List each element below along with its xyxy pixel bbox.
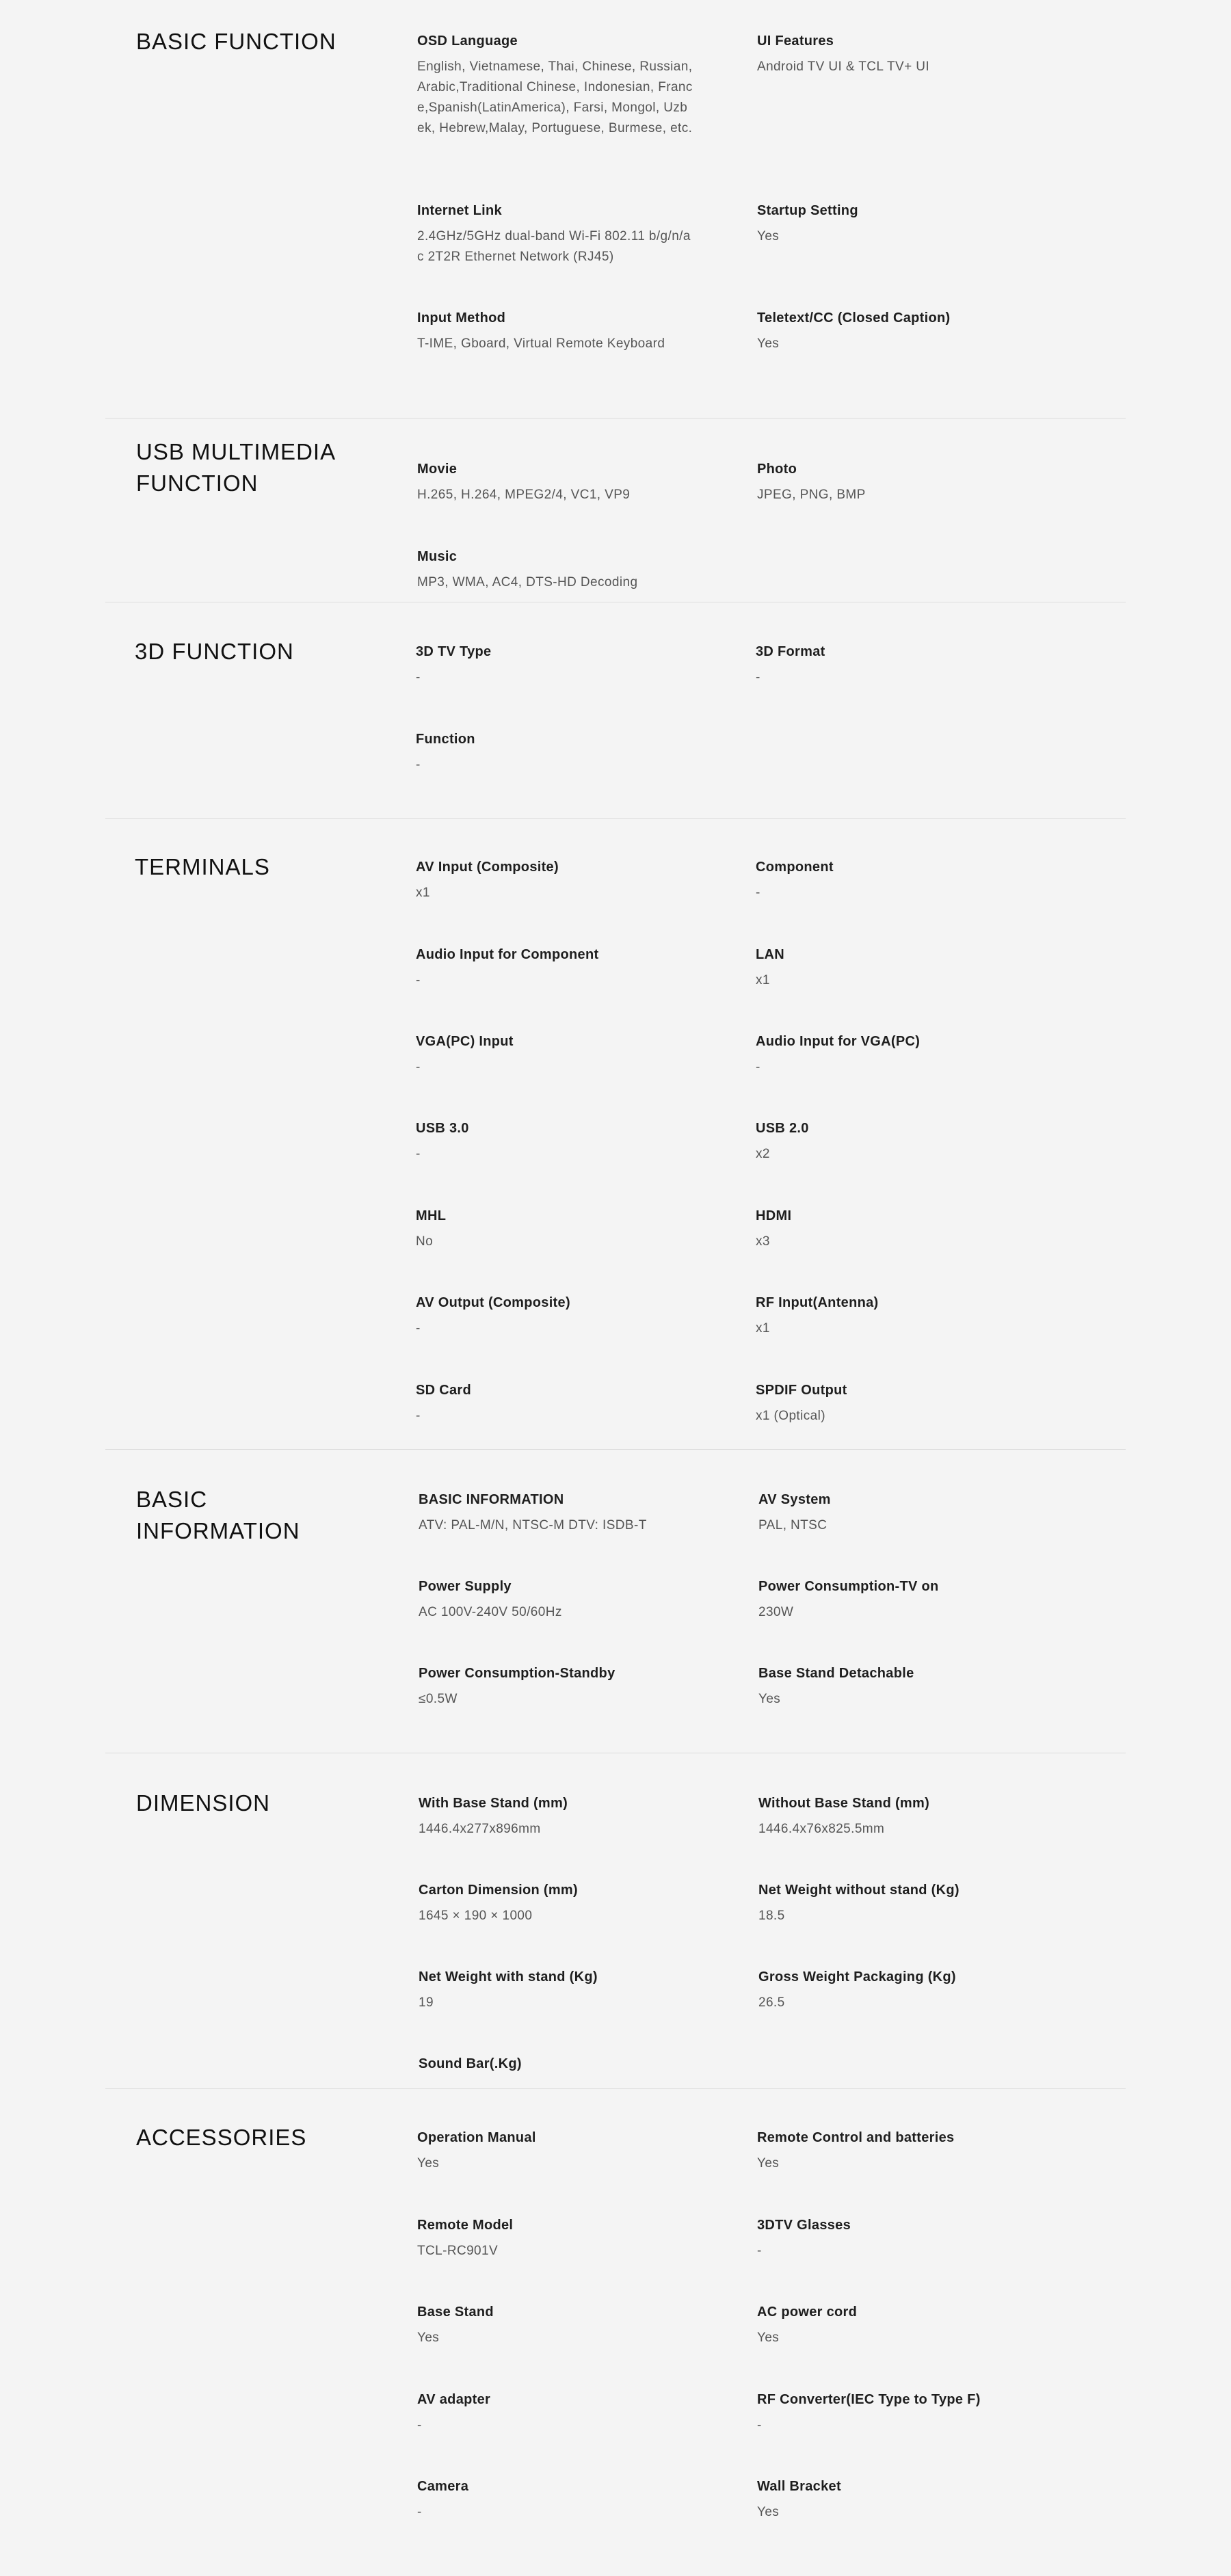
section-title: 3D FUNCTION bbox=[135, 639, 294, 664]
spec-item-photo bbox=[757, 460, 1037, 505]
spec-item-3dtv-glasses bbox=[757, 2216, 1037, 2261]
spec-label: RF Converter(IEC Type to Type F) bbox=[757, 2392, 981, 2407]
spec-value: - bbox=[416, 1409, 421, 1423]
spec-item-internet-link bbox=[417, 201, 694, 267]
spec-label: Input Method bbox=[417, 310, 506, 326]
spec-item-av-output bbox=[416, 1293, 696, 1339]
spec-label: LAN bbox=[756, 947, 785, 962]
spec-item-component bbox=[756, 858, 1036, 903]
spec-value: - bbox=[416, 1147, 421, 1161]
spec-label: Power Consumption-TV on bbox=[758, 1579, 939, 1594]
spec-value: - bbox=[416, 1060, 421, 1074]
spec-label: UI Features bbox=[757, 34, 834, 49]
spec-item-hdmi bbox=[756, 1206, 1036, 1252]
spec-value: x1 bbox=[756, 1321, 770, 1336]
spec-value: - bbox=[416, 1321, 421, 1336]
spec-item-av-input bbox=[416, 858, 696, 903]
spec-item-function bbox=[416, 730, 696, 775]
spec-item-with-base-stand bbox=[419, 1794, 699, 1840]
spec-item-base-stand-detachable bbox=[758, 1664, 1039, 1710]
spec-value: - bbox=[757, 2244, 762, 2258]
spec-label: Gross Weight Packaging (Kg) bbox=[758, 1969, 956, 1984]
section-dimension bbox=[105, 1753, 1126, 2089]
spec-value: 1446.4x76x825.5mm bbox=[758, 1822, 885, 1836]
section-title: DIMENSION bbox=[136, 1790, 271, 1816]
spec-value: 2.4GHz/5GHz dual-band Wi-Fi 802.11 b/g/n/ac 2T2R Ethernet Network (RJ45) bbox=[417, 229, 691, 264]
section-title: USB MULTIMEDIA FUNCTION bbox=[136, 439, 335, 496]
section-title: BASIC FUNCTION bbox=[136, 29, 336, 54]
section-basic-function bbox=[105, 0, 1126, 419]
spec-value: - bbox=[416, 973, 421, 987]
spec-item-music bbox=[417, 547, 698, 593]
spec-value: - bbox=[756, 1060, 760, 1074]
spec-value: - bbox=[417, 2418, 422, 2432]
spec-label: OSD Language bbox=[417, 34, 518, 49]
spec-label: Wall Bracket bbox=[757, 2479, 841, 2494]
spec-value: Yes bbox=[757, 2505, 780, 2519]
spec-value: x1 bbox=[416, 886, 430, 900]
spec-item-net-weight-without-stand bbox=[758, 1881, 1039, 1926]
spec-label: Power Supply bbox=[419, 1579, 512, 1594]
spec-item-rf-converter bbox=[757, 2390, 1037, 2436]
spec-value: x1 (Optical) bbox=[756, 1409, 825, 1423]
spec-label: Audio Input for VGA(PC) bbox=[756, 1034, 921, 1049]
spec-item-audio-input-component bbox=[416, 945, 696, 991]
spec-label: USB 2.0 bbox=[756, 1121, 809, 1136]
spec-item-remote-control bbox=[757, 2128, 1037, 2174]
spec-item-basic-information bbox=[419, 1490, 699, 1536]
spec-label: Teletext/CC (Closed Caption) bbox=[757, 310, 951, 326]
spec-label: Base Stand Detachable bbox=[758, 1666, 914, 1681]
spec-item-sound-bar bbox=[419, 2054, 699, 2080]
spec-value: 19 bbox=[419, 1995, 434, 2010]
spec-item-power-consumption-standby bbox=[419, 1664, 699, 1710]
spec-item-gross-weight bbox=[758, 1967, 1039, 2013]
spec-item-mhl bbox=[416, 1206, 696, 1252]
spec-item-power-supply bbox=[419, 1577, 699, 1623]
spec-value: 26.5 bbox=[758, 1995, 785, 2010]
spec-item-startup-setting bbox=[757, 201, 1037, 247]
spec-value: - bbox=[757, 2418, 762, 2432]
spec-label: Power Consumption-Standby bbox=[419, 1666, 616, 1681]
spec-value: - bbox=[756, 670, 760, 685]
spec-label: AV System bbox=[758, 1492, 831, 1507]
section-terminals bbox=[105, 819, 1126, 1450]
spec-sheet bbox=[105, 0, 1126, 2576]
spec-label: MHL bbox=[416, 1208, 447, 1223]
spec-value: - bbox=[416, 670, 421, 685]
spec-value: Yes bbox=[417, 2156, 440, 2170]
spec-label: BASIC INFORMATION bbox=[419, 1492, 564, 1507]
spec-item-usb-2 bbox=[756, 1119, 1036, 1165]
spec-value: - bbox=[756, 886, 760, 900]
spec-label: Net Weight with stand (Kg) bbox=[419, 1969, 598, 1984]
spec-value: Yes bbox=[757, 229, 780, 243]
spec-value: AC 100V-240V 50/60Hz bbox=[419, 1605, 562, 1619]
spec-label: AV adapter bbox=[417, 2392, 491, 2407]
spec-item-rf-input bbox=[756, 1293, 1036, 1339]
spec-value: 1645 × 190 × 1000 bbox=[419, 1909, 533, 1923]
spec-item-lan bbox=[756, 945, 1036, 991]
spec-value: x2 bbox=[756, 1147, 770, 1161]
spec-label: 3D TV Type bbox=[416, 644, 492, 659]
section-title: ACCESSORIES bbox=[136, 2125, 307, 2150]
spec-item-base-stand bbox=[417, 2302, 698, 2348]
section-accessories bbox=[105, 2089, 1126, 2576]
spec-label: Remote Model bbox=[417, 2218, 514, 2233]
spec-label: SD Card bbox=[416, 1383, 472, 1398]
spec-value: 230W bbox=[758, 1605, 794, 1619]
spec-item-input-method bbox=[417, 308, 694, 354]
spec-value: ≤0.5W bbox=[419, 1692, 458, 1706]
spec-label: Movie bbox=[417, 462, 458, 477]
section-3d-function bbox=[105, 602, 1126, 819]
spec-value: Yes bbox=[757, 2156, 780, 2170]
spec-item-3d-tv-type bbox=[416, 642, 696, 688]
spec-label: AC power cord bbox=[757, 2305, 858, 2320]
spec-item-spdif-output bbox=[756, 1381, 1036, 1426]
spec-item-audio-input-vga bbox=[756, 1032, 1036, 1078]
spec-item-remote-model bbox=[417, 2216, 698, 2261]
spec-item-vga-input bbox=[416, 1032, 696, 1078]
spec-item-operation-manual bbox=[417, 2128, 698, 2174]
spec-value: x1 bbox=[756, 973, 770, 987]
spec-item-wall-bracket bbox=[757, 2477, 1037, 2523]
section-title: TERMINALS bbox=[135, 854, 270, 879]
spec-value: TCL-RC901V bbox=[417, 2244, 499, 2258]
spec-label: Without Base Stand (mm) bbox=[758, 1796, 930, 1811]
spec-value: English, Vietnamese, Thai, Chinese, Russian, Arabic,Traditional Chinese, Indonesian, France,Spanish(LatinAmerica), Farsi, Mongol, Uzbek, Hebrew,Malay, Portuguese, Burmese, etc. bbox=[417, 59, 693, 135]
spec-label: Remote Control and batteries bbox=[757, 2130, 955, 2145]
spec-value: - bbox=[417, 2505, 422, 2519]
spec-label: Sound Bar(.Kg) bbox=[419, 2056, 522, 2071]
section-usb-multimedia bbox=[105, 419, 1126, 602]
spec-value: Android TV UI & TCL TV+ UI bbox=[757, 59, 930, 74]
spec-label: Operation Manual bbox=[417, 2130, 536, 2145]
spec-item-movie bbox=[417, 460, 698, 505]
spec-value: PAL, NTSC bbox=[758, 1518, 828, 1532]
spec-label: Audio Input for Component bbox=[416, 947, 599, 962]
spec-label: 3D Format bbox=[756, 644, 825, 659]
spec-label: USB 3.0 bbox=[416, 1121, 469, 1136]
spec-label: 3DTV Glasses bbox=[757, 2218, 851, 2233]
spec-value: Yes bbox=[757, 2331, 780, 2345]
spec-label: Music bbox=[417, 549, 458, 564]
section-title: BASIC INFORMATION bbox=[136, 1487, 300, 1543]
section-basic-information bbox=[105, 1450, 1126, 1753]
spec-label: Camera bbox=[417, 2479, 469, 2494]
spec-item-net-weight-with-stand bbox=[419, 1967, 699, 2013]
spec-label: With Base Stand (mm) bbox=[419, 1796, 568, 1811]
spec-item-av-adapter bbox=[417, 2390, 698, 2436]
spec-value: H.265, H.264, MPEG2/4, VC1, VP9 bbox=[417, 488, 631, 502]
spec-label: AV Input (Composite) bbox=[416, 860, 559, 875]
spec-item-teletext-cc bbox=[757, 308, 1037, 354]
spec-value: Yes bbox=[757, 336, 780, 351]
spec-label: Function bbox=[416, 732, 475, 747]
spec-item-camera bbox=[417, 2477, 698, 2523]
spec-value: No bbox=[416, 1234, 434, 1249]
spec-label: Internet Link bbox=[417, 203, 502, 218]
spec-label: SPDIF Output bbox=[756, 1383, 847, 1398]
spec-value: Yes bbox=[758, 1692, 781, 1706]
spec-label: HDMI bbox=[756, 1208, 792, 1223]
spec-label: Startup Setting bbox=[757, 203, 858, 218]
spec-item-carton-dimension bbox=[419, 1881, 699, 1926]
spec-label: Carton Dimension (mm) bbox=[419, 1883, 578, 1898]
spec-value: MP3, WMA, AC4, DTS-HD Decoding bbox=[417, 575, 638, 589]
spec-label: RF Input(Antenna) bbox=[756, 1295, 879, 1310]
spec-item-power-consumption-on bbox=[758, 1577, 1039, 1623]
spec-value: ATV: PAL-M/N, NTSC-M DTV: ISDB-T bbox=[419, 1518, 647, 1532]
spec-label: VGA(PC) Input bbox=[416, 1034, 514, 1049]
spec-item-sd-card bbox=[416, 1381, 696, 1426]
spec-item-osd-language bbox=[417, 31, 694, 139]
spec-item-usb-3 bbox=[416, 1119, 696, 1165]
spec-item-3d-format bbox=[756, 642, 1036, 688]
spec-value: 1446.4x277x896mm bbox=[419, 1822, 541, 1836]
spec-item-av-system bbox=[758, 1490, 1039, 1536]
spec-label: Component bbox=[756, 860, 834, 875]
spec-value: T-IME, Gboard, Virtual Remote Keyboard bbox=[417, 336, 665, 351]
spec-value: JPEG, PNG, BMP bbox=[757, 488, 866, 502]
spec-value: 18.5 bbox=[758, 1909, 785, 1923]
spec-label: Base Stand bbox=[417, 2305, 494, 2320]
spec-label: Net Weight without stand (Kg) bbox=[758, 1883, 959, 1898]
spec-value: x3 bbox=[756, 1234, 770, 1249]
spec-label: Photo bbox=[757, 462, 797, 477]
spec-item-ui-features bbox=[757, 31, 1037, 77]
spec-item-ac-power-cord bbox=[757, 2302, 1037, 2348]
spec-value: Yes bbox=[417, 2331, 440, 2345]
spec-item-without-base-stand bbox=[758, 1794, 1039, 1840]
spec-label: AV Output (Composite) bbox=[416, 1295, 570, 1310]
spec-value: - bbox=[416, 758, 421, 772]
